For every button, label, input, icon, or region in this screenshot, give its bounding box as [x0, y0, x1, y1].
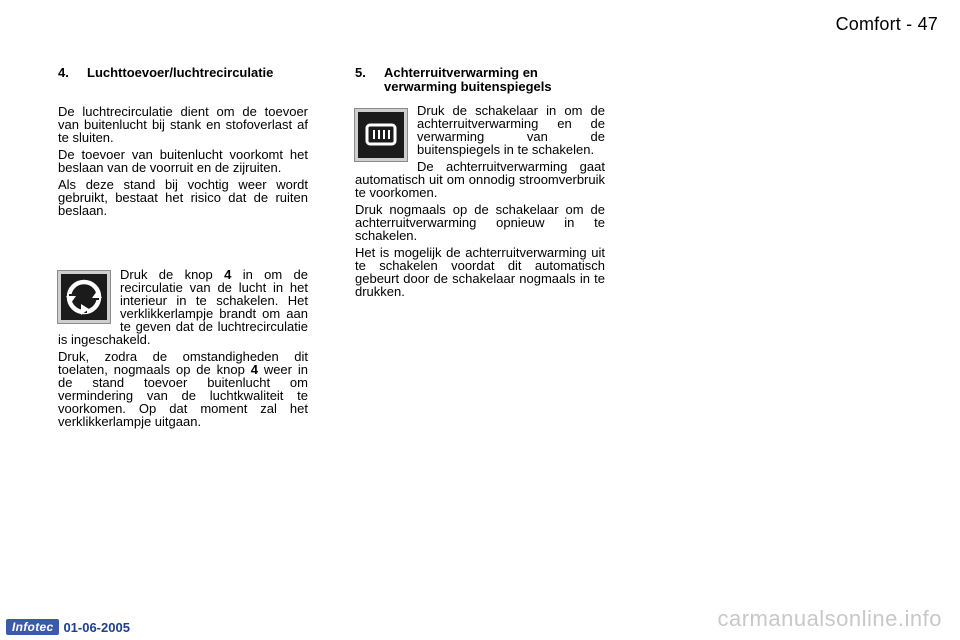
section-title: Achterruitverwarming en verwarming buitenspiegels [384, 65, 552, 94]
section-heading-4 [58, 66, 308, 80]
paragraph: De luchtrecirculatie dient om de toevoer van buitenlucht bij stank en stofoverlast af te sluiten. [58, 104, 308, 145]
section-number: 4. [58, 65, 69, 80]
watermark: carmanualsonline.info [717, 606, 942, 631]
section-heading-5 [355, 66, 605, 94]
paragraph: De achterruitverwarming gaat automatisch uit om onnodig stroomverbruik te voorkomen. [355, 159, 605, 200]
footer-date: 01-06-2005 [63, 619, 130, 635]
paragraph: De toevoer van buitenlucht voorkomt het beslaan van de voorruit en de zijruiten. [58, 147, 308, 175]
button-number: 4 [250, 362, 258, 377]
recirculation-icon [58, 271, 110, 323]
paragraph: Druk de knop 4 in om de recirculatie van de lucht in het interieur in te schakelen. Het verklikkerlampje brandt om aan te geven dat de luchtrecirculatie is ingeschakeld. [58, 267, 308, 347]
paragraph: Het is mogelijk de achterruitverwarming uit te schakelen voordat dit automatisch gebeurt door de schakelaar nogmaals in te drukken. [355, 245, 605, 299]
section-title: Luchttoevoer/luchtrecirculatie [87, 65, 274, 80]
paragraph: Druk de schakelaar in om de achterruitverwarming en de verwarming van de buitenspiegels in te schakelen. [417, 103, 605, 157]
section-number: 5. [355, 65, 366, 80]
rear-defrost-icon [355, 109, 407, 161]
brand-logo: Infotec [6, 619, 59, 635]
paragraph: Als deze stand bij vochtig weer wordt gebruikt, bestaat het risico dat de ruiten beslaan. [58, 177, 308, 218]
page-title: Comfort - 47 [835, 14, 938, 34]
footer-brand [6, 619, 130, 635]
paragraph: Druk nogmaals op de schakelaar om de achterruitverwarming opnieuw in te schakelen. [355, 202, 605, 243]
right-column [355, 66, 605, 302]
paragraph: Druk, zodra de omstandigheden dit toelaten, nogmaals op de knop 4 weer in de stand toevoer buitenlucht om vermindering van de luchtkwaliteit te voorkomen. Op dat moment zal het verklikkerlampje uitgaan. [58, 349, 308, 429]
button-number: 4 [224, 267, 232, 282]
left-column [58, 66, 308, 432]
